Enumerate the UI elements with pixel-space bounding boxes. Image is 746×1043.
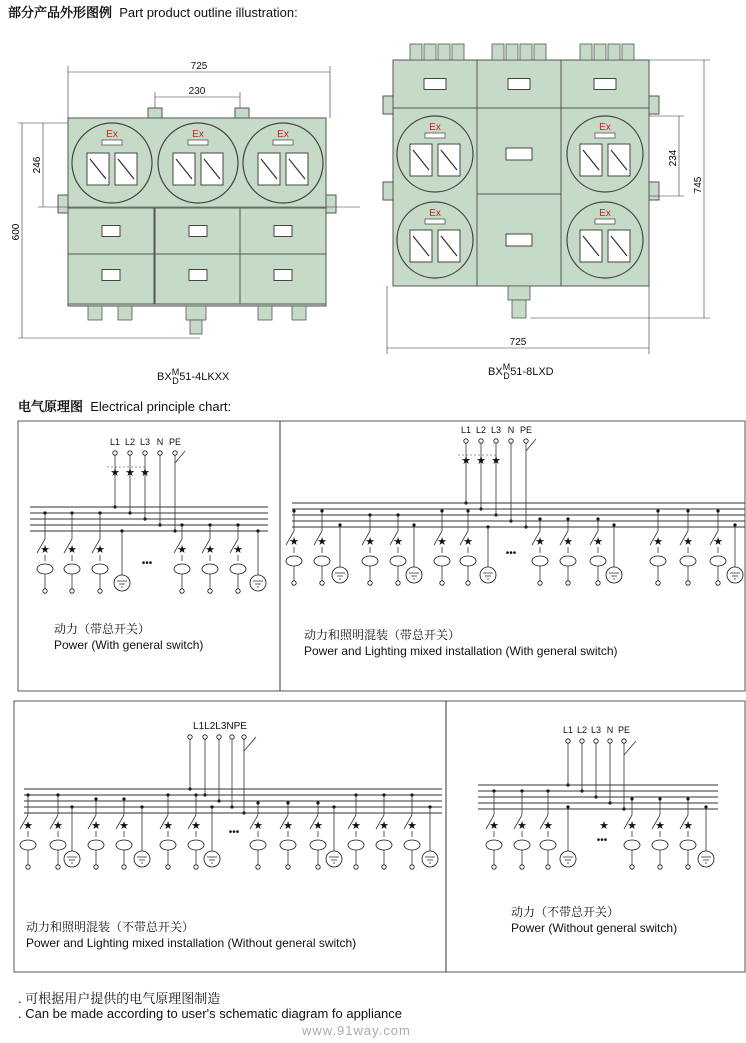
- terminal-point: [538, 581, 542, 585]
- terminal-label-l2: L2: [576, 725, 588, 735]
- ground-icon: [250, 575, 266, 591]
- terminal-point: [566, 581, 570, 585]
- coil-icon: [310, 840, 326, 850]
- coil-icon: [37, 564, 53, 574]
- breaker-star-icon: ★: [191, 820, 201, 832]
- principle-heading-cn: 电气原理图: [18, 399, 84, 414]
- terminal-label-n: N: [507, 425, 515, 435]
- coil-icon: [230, 564, 246, 574]
- mount-ear: [649, 182, 659, 200]
- terminal-point: [230, 735, 234, 739]
- indicator-window: [506, 234, 532, 246]
- ex-mark-icon: Ex: [106, 129, 118, 140]
- breaker-star-icon: ★: [119, 820, 129, 832]
- coil-icon: [188, 840, 204, 850]
- breaker-star-icon: ★: [91, 820, 101, 832]
- breaker-star-icon: ★: [365, 536, 375, 548]
- terminal-point: [466, 581, 470, 585]
- terminal-point: [94, 865, 98, 869]
- terminal-label-l3: L3: [490, 425, 502, 435]
- coil-icon: [160, 840, 176, 850]
- ex-mark-icon: Ex: [599, 122, 611, 133]
- terminal-label-l1: L1: [109, 437, 121, 447]
- terminal-label-n: N: [156, 437, 164, 447]
- terminal-point: [286, 865, 290, 869]
- terminal-point: [180, 589, 184, 593]
- coil-icon: [390, 556, 406, 566]
- terminal-point: [292, 581, 296, 585]
- outline-heading-en: Part product outline illustration:: [119, 5, 298, 20]
- coil-icon: [64, 564, 80, 574]
- dim-left-height: 600: [11, 223, 22, 241]
- terminal-point: [630, 865, 634, 869]
- ex-mark-icon: Ex: [429, 122, 441, 133]
- cable-gland: [580, 44, 592, 60]
- top-bolt: [148, 108, 162, 118]
- cable-gland: [292, 306, 306, 320]
- principle-heading-en: Electrical principle chart:: [90, 399, 232, 414]
- coil-icon: [680, 556, 696, 566]
- mount-ear: [383, 182, 393, 200]
- cable-gland: [520, 44, 532, 60]
- terminal-point: [203, 735, 207, 739]
- breaker-star-icon: ★: [67, 544, 77, 556]
- top-bolt: [235, 108, 249, 118]
- model-right: BX M D 51-8LXD: [488, 362, 554, 381]
- terminal-point: [524, 439, 528, 443]
- terminal-point: [716, 581, 720, 585]
- breaker-star-icon: ★: [53, 820, 63, 832]
- dim-right-inner: 234: [668, 149, 679, 167]
- breaker-star-icon: ★: [125, 467, 135, 479]
- breaker-star-icon: ★: [95, 544, 105, 556]
- terminal-point: [166, 865, 170, 869]
- coil-icon: [514, 840, 530, 850]
- breaker-star-icon: ★: [313, 820, 323, 832]
- ex-plate: [595, 133, 615, 138]
- terminal-point: [173, 451, 177, 455]
- terminal-point: [354, 865, 358, 869]
- breaker-star-icon: ★: [593, 536, 603, 548]
- breaker-star-icon: ★: [351, 820, 361, 832]
- coil-icon: [116, 840, 132, 850]
- terminal-point: [608, 739, 612, 743]
- ex-plate: [102, 140, 122, 145]
- terminal-point: [43, 589, 47, 593]
- breaker-star-icon: ★: [489, 820, 499, 832]
- indicator-window: [189, 270, 207, 281]
- cable-gland: [622, 44, 634, 60]
- terminal-label-l1: L1: [460, 425, 472, 435]
- ground-icon: [480, 567, 496, 583]
- coil-icon: [202, 564, 218, 574]
- ground-icon: [406, 567, 422, 583]
- watermark: www.91way.com: [302, 1023, 411, 1038]
- terminal-point: [98, 589, 102, 593]
- principle-heading: [18, 396, 231, 415]
- terminal-point: [464, 439, 468, 443]
- ex-plate: [425, 219, 445, 224]
- indicator-window: [274, 270, 292, 281]
- ex-plate: [188, 140, 208, 145]
- coil-icon: [280, 840, 296, 850]
- ex-mark-icon: Ex: [192, 129, 204, 140]
- ground-icon: [422, 851, 438, 867]
- terminal-point: [396, 581, 400, 585]
- terminal-label-l1: L1: [562, 725, 574, 735]
- ground-icon: [332, 567, 348, 583]
- breaker-star-icon: ★: [461, 455, 471, 467]
- terminal-point: [217, 735, 221, 739]
- coil-icon: [50, 840, 66, 850]
- schematic-panels: [0, 415, 746, 975]
- model-left: BX M D 51-4LKXX: [157, 367, 230, 386]
- breaker-star-icon: ★: [627, 820, 637, 832]
- coil-icon: [486, 840, 502, 850]
- indicator-window: [102, 270, 120, 281]
- terminal-label-l2: L2: [475, 425, 487, 435]
- ex-mark-icon: Ex: [429, 208, 441, 219]
- terminal-point: [686, 865, 690, 869]
- breaker-star-icon: ★: [163, 820, 173, 832]
- terminal-point: [440, 581, 444, 585]
- breaker-star-icon: ★: [563, 536, 573, 548]
- terminal-point: [208, 589, 212, 593]
- caption-power-without-switch: 动力（不带总开关） Power (Without general switch): [511, 905, 678, 935]
- breaker-star-icon: ★: [683, 820, 693, 832]
- terminal-point: [594, 739, 598, 743]
- indicator-window: [506, 148, 532, 160]
- coil-icon: [404, 840, 420, 850]
- terminal-point: [122, 865, 126, 869]
- terminal-point: [242, 735, 246, 739]
- terminal-point: [492, 865, 496, 869]
- terminal-point: [316, 865, 320, 869]
- breaker-star-icon: ★: [599, 820, 609, 832]
- cable-gland: [534, 44, 546, 60]
- terminal-point: [70, 589, 74, 593]
- terminal-label-compact: L1L2L3NPE: [193, 721, 247, 732]
- indicator-window: [508, 79, 530, 90]
- terminal-label-pe: PE: [617, 725, 631, 735]
- terminal-label-l2: L2: [124, 437, 136, 447]
- terminal-point: [546, 865, 550, 869]
- main-cable-gland-tip: [190, 320, 202, 334]
- ground-icon: [560, 851, 576, 867]
- terminal-label-pe: PE: [168, 437, 182, 447]
- dim-left-width: 725: [190, 61, 208, 72]
- mount-ear: [58, 195, 68, 213]
- mount-ear: [649, 96, 659, 114]
- mount-ear: [326, 195, 336, 213]
- coil-icon: [92, 564, 108, 574]
- breaker-star-icon: ★: [543, 820, 553, 832]
- ground-icon: [727, 567, 743, 583]
- terminal-point: [566, 739, 570, 743]
- terminal-point: [479, 439, 483, 443]
- terminal-point: [580, 739, 584, 743]
- terminal-point: [368, 581, 372, 585]
- breaker-star-icon: ★: [517, 820, 527, 832]
- coil-icon: [434, 556, 450, 566]
- coil-icon: [540, 840, 556, 850]
- terminal-label-l3: L3: [139, 437, 151, 447]
- ground-icon: [204, 851, 220, 867]
- breaker-star-icon: ★: [491, 455, 501, 467]
- terminal-point: [494, 439, 498, 443]
- ground-icon: [134, 851, 150, 867]
- terminal-point: [596, 581, 600, 585]
- pe-switch: [624, 741, 636, 755]
- terminal-point: [320, 581, 324, 585]
- cable-gland: [424, 44, 436, 60]
- ground-icon: [606, 567, 622, 583]
- breaker-star-icon: ★: [283, 820, 293, 832]
- breaker-star-icon: ★: [177, 544, 187, 556]
- terminal-point: [382, 865, 386, 869]
- terminal-point: [410, 865, 414, 869]
- cable-gland: [88, 306, 102, 320]
- breaker-star-icon: ★: [655, 820, 665, 832]
- breaker-star-icon: ★: [407, 820, 417, 832]
- terminal-point: [158, 451, 162, 455]
- coil-icon: [20, 840, 36, 850]
- coil-icon: [680, 840, 696, 850]
- cable-gland: [594, 44, 606, 60]
- breaker-star-icon: ★: [379, 820, 389, 832]
- continuation-dots: •••: [228, 827, 240, 838]
- pe-switch: [244, 737, 256, 751]
- caption-mixed-without-switch: 动力和照明混装（不带总开关） Power and Lighting mixed installation (Without general switch): [26, 920, 357, 950]
- breaker-star-icon: ★: [683, 536, 693, 548]
- indicator-window: [274, 226, 292, 237]
- coil-icon: [174, 564, 190, 574]
- cable-gland: [492, 44, 504, 60]
- ex-plate: [595, 219, 615, 224]
- breaker-star-icon: ★: [110, 467, 120, 479]
- coil-icon: [710, 556, 726, 566]
- main-cable-gland-tip: [512, 300, 526, 318]
- terminal-point: [509, 439, 513, 443]
- breaker-star-icon: ★: [23, 820, 33, 832]
- coil-icon: [652, 840, 668, 850]
- breaker-star-icon: ★: [713, 536, 723, 548]
- breaker-star-icon: ★: [463, 536, 473, 548]
- terminal-point: [128, 451, 132, 455]
- terminal-point: [194, 865, 198, 869]
- terminal-point: [26, 865, 30, 869]
- breaker-star-icon: ★: [40, 544, 50, 556]
- ex-mark-icon: Ex: [277, 129, 289, 140]
- terminal-point: [113, 451, 117, 455]
- ground-icon: [114, 575, 130, 591]
- caption-power-with-switch: 动力（带总开关） Power (With general switch): [54, 622, 204, 652]
- breaker-star-icon: ★: [653, 536, 663, 548]
- cable-gland: [118, 306, 132, 320]
- coil-icon: [250, 840, 266, 850]
- ex-plate: [273, 140, 293, 145]
- mount-ear: [383, 96, 393, 114]
- note-en: . Can be made according to user's schematic diagram fo appliance: [18, 1006, 403, 1021]
- cable-gland: [438, 44, 450, 60]
- coil-icon: [624, 840, 640, 850]
- coil-icon: [376, 840, 392, 850]
- breaker-star-icon: ★: [233, 544, 243, 556]
- breaker-star-icon: ★: [205, 544, 215, 556]
- breaker-star-icon: ★: [317, 536, 327, 548]
- coil-icon: [286, 556, 302, 566]
- note-cn: . 可根据用户提供的电气原理图制造: [18, 991, 221, 1006]
- terminal-point: [56, 865, 60, 869]
- cable-gland: [506, 44, 518, 60]
- breaker-star-icon: ★: [253, 820, 263, 832]
- ground-icon: [64, 851, 80, 867]
- coil-icon: [88, 840, 104, 850]
- ground-icon: [326, 851, 342, 867]
- indicator-window: [102, 226, 120, 237]
- dim-left-top: 246: [32, 156, 43, 174]
- main-cable-gland: [186, 306, 206, 320]
- breaker-star-icon: ★: [393, 536, 403, 548]
- terminal-point: [658, 865, 662, 869]
- coil-icon: [460, 556, 476, 566]
- terminal-point: [236, 589, 240, 593]
- coil-icon: [314, 556, 330, 566]
- dim-right-height: 745: [693, 176, 704, 194]
- terminal-point: [143, 451, 147, 455]
- terminal-label-pe: PE: [519, 425, 533, 435]
- cable-gland: [410, 44, 422, 60]
- terminal-point: [256, 865, 260, 869]
- caption-mixed-with-switch: 动力和照明混装（带总开关） Power and Lighting mixed installation (With general switch): [304, 628, 618, 658]
- ex-plate: [425, 133, 445, 138]
- terminal-point: [188, 735, 192, 739]
- coil-icon: [560, 556, 576, 566]
- terminal-label-l3: L3: [590, 725, 602, 735]
- breaker-star-icon: ★: [437, 536, 447, 548]
- cable-gland: [258, 306, 272, 320]
- main-cable-gland: [508, 286, 530, 300]
- cable-gland: [608, 44, 620, 60]
- indicator-window: [594, 79, 616, 90]
- indicator-window: [189, 226, 207, 237]
- ground-icon: [698, 851, 714, 867]
- terminal-label-n: N: [606, 725, 614, 735]
- coil-icon: [348, 840, 364, 850]
- coil-icon: [532, 556, 548, 566]
- coil-icon: [590, 556, 606, 566]
- dim-right-width: 725: [509, 337, 527, 348]
- outline-drawings: [0, 0, 746, 390]
- breaker-star-icon: ★: [140, 467, 150, 479]
- coil-icon: [650, 556, 666, 566]
- indicator-window: [424, 79, 446, 90]
- outline-heading-cn: 部分产品外形图例: [8, 5, 113, 20]
- continuation-dots: •••: [141, 558, 153, 569]
- continuation-dots: •••: [596, 835, 608, 846]
- breaker-star-icon: ★: [535, 536, 545, 548]
- dim-left-inner: 230: [188, 86, 206, 97]
- continuation-dots: •••: [505, 548, 517, 559]
- cable-gland: [452, 44, 464, 60]
- terminal-point: [656, 581, 660, 585]
- terminal-point: [520, 865, 524, 869]
- terminal-point: [686, 581, 690, 585]
- terminal-point: [622, 739, 626, 743]
- ex-mark-icon: Ex: [599, 208, 611, 219]
- breaker-star-icon: ★: [289, 536, 299, 548]
- coil-icon: [362, 556, 378, 566]
- breaker-star-icon: ★: [476, 455, 486, 467]
